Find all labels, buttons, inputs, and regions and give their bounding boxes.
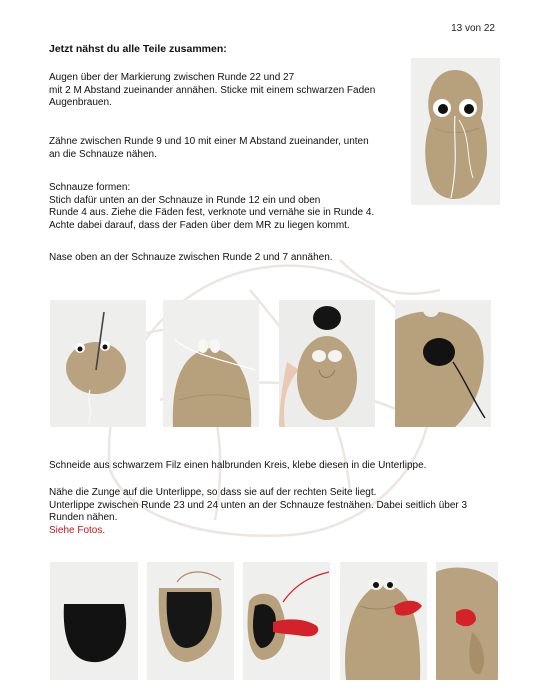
see-photos-link[interactable]: Siehe Fotos. bbox=[49, 524, 106, 536]
photo-tongue-sewn bbox=[243, 562, 330, 680]
photo-black-felt-semicircle bbox=[50, 562, 138, 680]
photo-teeth-sewn bbox=[163, 300, 259, 427]
photo-finished-mouth bbox=[436, 562, 498, 680]
photo-felt-in-lip bbox=[147, 562, 234, 680]
nose-paragraph: Nase oben an der Schnauze zwischen Runde 2 und 7 annähen. bbox=[49, 252, 333, 263]
felt-paragraph: Schneide aus schwarzem Filz einen halbrunden Kreis, klebe diesen in die Unterlippe. bbox=[49, 460, 427, 471]
teeth-paragraph: Zähne zwischen Runde 9 und 10 mit einer M Abstand zueinander, unten an die Schnauze nähen. bbox=[49, 136, 369, 160]
snout-paragraph: Schnauze formen: Stich dafür unten an der Schnauze in Runde 12 ein und oben Runde 4 aus. Ziehe die Fäden fest, verknote und vernähe sie in Runde 4. Achte dabei darauf, dass der Faden über dem MR zu liegen kommt. bbox=[49, 182, 375, 231]
section-heading: Jetzt nähst du alle Teile zusammen: bbox=[49, 43, 227, 55]
photo-snout-with-needle bbox=[50, 300, 146, 427]
page-number: 13 von 22 bbox=[451, 23, 495, 34]
photo-head-with-eyes bbox=[411, 58, 500, 205]
tongue-paragraph: Nähe die Zunge auf die Unterlippe, so dass sie auf der rechten Seite liegt. Unterlippe zwischen Runde 23 und 24 unten an der Schnauze festnähen. Dabei seitlich über 3 Runden nähen. Siehe Fotos. bbox=[49, 487, 468, 536]
photo-head-with-lip bbox=[340, 562, 427, 680]
photo-snout-shaping bbox=[279, 300, 375, 427]
eyes-paragraph: Augen über der Markierung zwischen Runde 22 und 27 mit 2 M Abstand zueinander annähen. Sticke mit einem schwarzen Faden Augenbrauen. bbox=[49, 72, 376, 109]
photo-nose-attached bbox=[395, 300, 491, 427]
